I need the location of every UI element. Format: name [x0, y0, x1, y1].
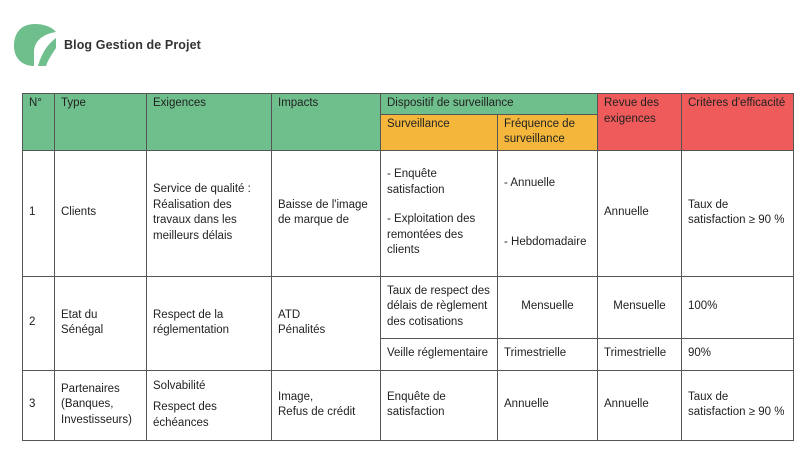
row-frequence: Mensuelle: [498, 276, 598, 338]
row-impacts: Baisse de l'image de marque de: [272, 150, 381, 276]
row-revue: Annuelle: [598, 150, 682, 276]
row-criteres: Taux de satisfaction ≥ 90 %: [682, 150, 794, 276]
table-row: [23, 276, 794, 338]
row-criteres: 90%: [682, 338, 794, 370]
row-impacts: [272, 276, 381, 370]
row-revue: Annuelle: [598, 370, 682, 440]
leaf-logo-icon: [12, 22, 58, 68]
row-impacts: [272, 370, 381, 440]
header-frequence: Fréquence de surveillance: [498, 114, 598, 150]
row-surveillance: Veille réglementaire: [381, 338, 498, 370]
table-row: [23, 370, 794, 440]
surveillance-item: - Enquête satisfaction: [387, 168, 445, 196]
header-surveillance: Surveillance: [381, 114, 498, 150]
row-criteres: 100%: [682, 276, 794, 338]
impacts-item: Pénalités: [278, 324, 326, 337]
row-surveillance: [381, 150, 498, 276]
header-impacts: Impacts: [272, 94, 381, 151]
frequence-item: - Hebdomadaire: [504, 236, 587, 249]
row-frequence: Trimestrielle: [498, 338, 598, 370]
row-surveillance: Taux de respect des délais de règlement des cotisations: [381, 276, 498, 338]
row-exigences: Service de qualité : Réalisation des travaux dans les meilleurs délais: [147, 150, 272, 276]
frequence-item: - Annuelle: [504, 176, 556, 189]
exigences-item: Respect des échéances: [153, 401, 217, 429]
row-type: Clients: [55, 150, 147, 276]
requirements-table: [22, 93, 794, 441]
impacts-item: Refus de crédit: [278, 406, 356, 419]
row-type: Partenaires (Banques, Investisseurs): [55, 370, 147, 440]
row-num: 3: [23, 370, 55, 440]
row-revue: Trimestrielle: [598, 338, 682, 370]
surveillance-item: - Exploitation des remontées des clients: [387, 213, 476, 257]
brand-name: Blog Gestion de Projet: [64, 38, 201, 52]
row-num: 2: [23, 276, 55, 370]
header-num: N°: [23, 94, 55, 151]
row-num: 1: [23, 150, 55, 276]
site-header: [12, 22, 201, 68]
header-exigences: Exigences: [147, 94, 272, 151]
header-dispositif: Dispositif de surveillance: [381, 94, 598, 115]
row-revue: Mensuelle: [598, 276, 682, 338]
impacts-item: Image,: [278, 390, 314, 403]
row-exigences: [147, 370, 272, 440]
impacts-item: ATD: [278, 308, 301, 321]
table-row: [23, 150, 794, 276]
header-type: Type: [55, 94, 147, 151]
row-surveillance: Enquête de satisfaction: [381, 370, 498, 440]
row-exigences: Respect de la réglementation: [147, 276, 272, 370]
row-type: Etat du Sénégal: [55, 276, 147, 370]
exigences-item: Solvabilité: [153, 379, 206, 392]
header-criteres: Critères d'efficacité: [682, 94, 794, 151]
row-criteres: Taux de satisfaction ≥ 90 %: [682, 370, 794, 440]
row-frequence: [498, 150, 598, 276]
header-revue: Revue des exigences: [598, 94, 682, 151]
row-frequence: Annuelle: [498, 370, 598, 440]
